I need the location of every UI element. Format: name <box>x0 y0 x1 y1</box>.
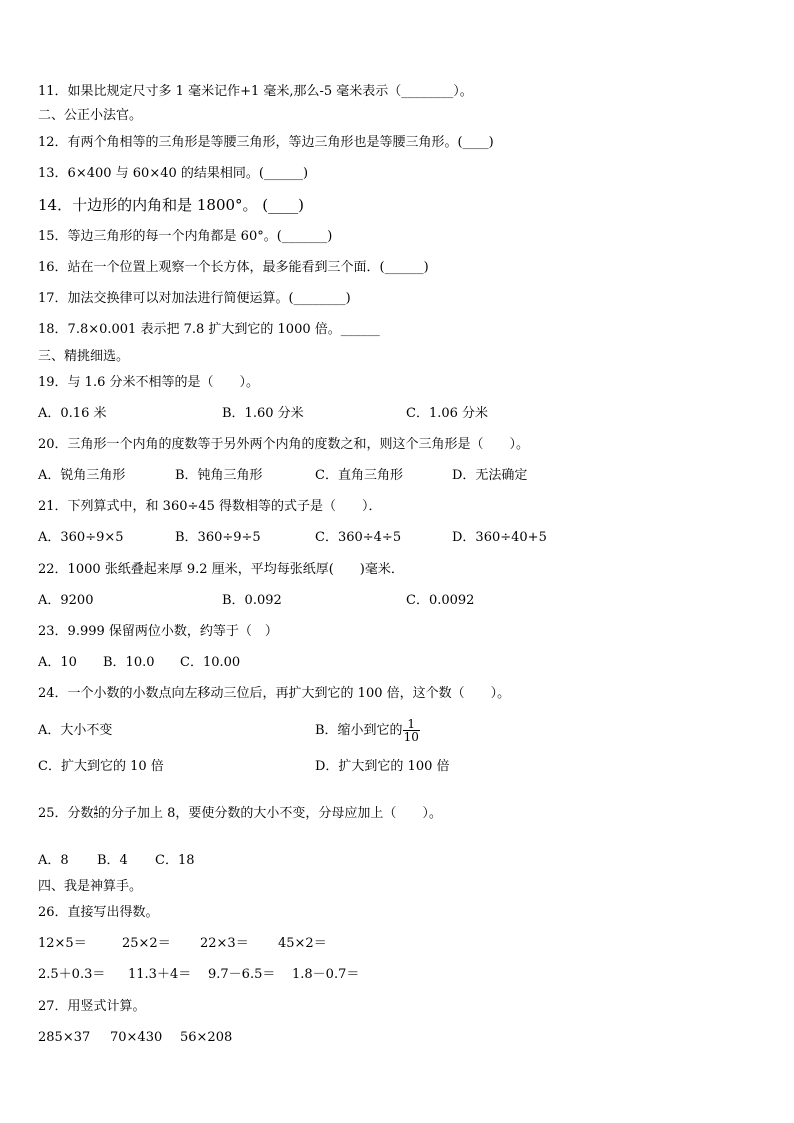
calc-item: 9.7－6.5＝ <box>208 967 276 982</box>
q20-option-a: A．锐角三角形 <box>38 468 126 483</box>
question-16: 16．站在一个位置上观察一个长方体，最多能看到三个面．(______) <box>38 260 429 275</box>
q22-option-a: A．9200 <box>38 593 94 608</box>
fraction-denominator: 5 <box>93 812 99 820</box>
calc-item: 1.8－0.7＝ <box>292 967 360 982</box>
q24-option-b-text: B．缩小到它的 <box>315 723 403 738</box>
calc-item: 45×2＝ <box>278 936 327 951</box>
fraction-one-tenth <box>403 718 420 743</box>
question-23-stem: 23．9.999 保留两位小数，约等于（ ） <box>38 624 278 639</box>
q25-option-c: C．18 <box>155 853 195 868</box>
question-27-stem: 27．用竖式计算。 <box>38 999 146 1014</box>
q21-option-d: D．360÷40+5 <box>452 530 547 545</box>
q20-option-b: B．钝角三角形 <box>175 468 263 483</box>
q24-option-d: D．扩大到它的 100 倍 <box>315 759 450 774</box>
section-3-title: 三、精挑细选。 <box>38 349 130 364</box>
question-24-stem: 24．一个小数的小数点向左移动三位后，再扩大到它的 100 倍，这个数（ ）。 <box>38 686 511 701</box>
question-13: 13．6×400 与 60×40 的结果相同。(______) <box>38 166 309 181</box>
q20-option-c: C．直角三角形 <box>315 468 403 483</box>
question-14: 14．十边形的内角和是 1800°。 (____) <box>38 196 305 214</box>
q20-option-d: D．无法确定 <box>452 468 528 483</box>
calc-item: 22×3＝ <box>200 936 249 951</box>
fraction-denominator: 10 <box>403 730 419 744</box>
q24-option-c: C．扩大到它的 10 倍 <box>38 759 164 774</box>
question-21-stem: 21．下列算式中，和 360÷45 得数相等的式子是（ ）． <box>38 499 382 514</box>
q22-option-b: B．0.092 <box>222 593 282 608</box>
q21-option-b: B．360÷9÷5 <box>175 530 261 545</box>
q22-option-c: C．0.0092 <box>406 593 475 608</box>
calc-item: 11.3＋4＝ <box>128 967 192 982</box>
question-26-stem: 26．直接写出得数。 <box>38 905 159 920</box>
question-25-stem <box>38 806 442 822</box>
q19-option-a: A．0.16 米 <box>38 406 107 421</box>
q23-option-a: A．10 <box>38 655 77 670</box>
q23-option-b: B．10.0 <box>103 655 155 670</box>
calc-item: 12×5＝ <box>38 936 87 951</box>
vertical-calc-item: 70×430 <box>110 1030 163 1045</box>
question-17: 17．加法交换律可以对加法进行简便运算。(________) <box>38 291 351 306</box>
question-19-stem: 19．与 1.6 分米不相等的是（ ）。 <box>38 375 259 390</box>
vertical-calc-item: 285×37 <box>38 1030 91 1045</box>
q21-option-c: C．360÷4÷5 <box>315 530 402 545</box>
q25-option-b: B．4 <box>97 853 128 868</box>
question-12: 12．有两个角相等的三角形是等腰三角形，等边三角形也是等腰三角形。(____) <box>38 135 494 150</box>
q23-option-c: C．10.00 <box>180 655 241 670</box>
vertical-calc-item: 56×208 <box>180 1030 233 1045</box>
q21-option-a: A．360÷9×5 <box>38 530 124 545</box>
section-2-title: 二、公正小法官。 <box>38 108 143 123</box>
q19-option-c: C．1.06 分米 <box>406 406 489 421</box>
q24-option-b <box>315 712 420 750</box>
calc-item: 25×2＝ <box>122 936 171 951</box>
q25-stem-pre: 25．分数 <box>38 806 94 821</box>
section-4-title: 四、我是神算手。 <box>38 879 143 894</box>
q25-option-a: A．8 <box>38 853 69 868</box>
calc-item: 2.5＋0.3＝ <box>38 967 106 982</box>
q25-stem-post: 的分子加上 8，要使分数的大小不变，分母应加上（ ）。 <box>98 806 442 821</box>
fraction-numerator: 1 <box>407 717 416 731</box>
question-15: 15．等边三角形的每一个内角都是 60°。(_______) <box>38 229 333 244</box>
question-11: 11．如果比规定尺寸多 1 毫米记作+1 毫米,那么-5 毫米表示（________）。 <box>38 84 473 99</box>
q24-option-a: A．大小不变 <box>38 723 113 738</box>
question-22-stem: 22．1000 张纸叠起来厚 9.2 厘米，平均每张纸厚( )毫米． <box>38 562 404 577</box>
fraction-numerator: 4 <box>93 805 99 814</box>
question-18: 18．7.8×0.001 表示把 7.8 扩大到它的 1000 倍。______ <box>38 322 380 337</box>
question-20-stem: 20．三角形一个内角的度数等于另外两个内角的度数之和，则这个三角形是（ ）。 <box>38 437 530 452</box>
q19-option-b: B．1.60 分米 <box>222 406 304 421</box>
